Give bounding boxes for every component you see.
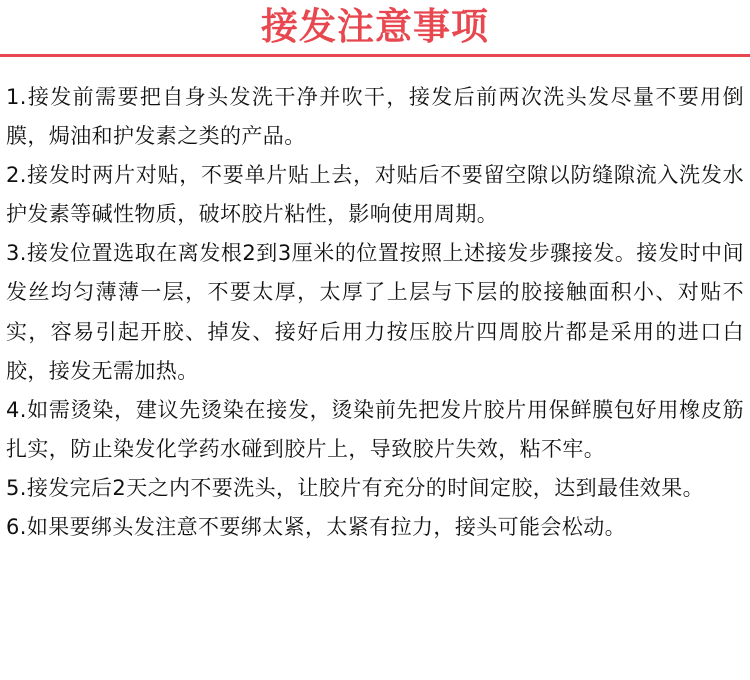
- notice-list: [6, 78, 744, 547]
- notice-item-2: 2.接发时两片对贴，不要单片贴上去，对贴后不要留空隙以防缝隙流入洗发水护发素等碱性物质，破坏胶片粘性，影响使用周期。: [6, 163, 744, 227]
- notice-item-6: 6.如果要绑头发注意不要绑太紧，太紧有拉力，接头可能会松动。: [6, 515, 627, 540]
- page-title: 接发注意事项: [261, 5, 489, 48]
- notice-item-5: 5.接发完后2天之内不要洗头，让胶片有充分的时间定胶，达到最佳效果。: [6, 475, 704, 500]
- notice-item-3: 3.接发位置选取在离发根2到3厘米的位置按照上述接发步骤接发。接发时中间发丝均匀薄薄一层，不要太厚，太厚了上层与下层的胶接触面积小、对贴不实，容易引起开胶、掉发、接好后用力按压胶片四周胶片都是采用的进口白胶，接发无需加热。: [6, 241, 744, 383]
- title-divider: [0, 54, 750, 57]
- notice-item-1: 1.接发前需要把自身头发洗干净并吹干，接发后前两次洗头发尽量不要用倒膜，焗油和护发素之类的产品。: [6, 85, 744, 149]
- notice-item-4: 4.如需烫染，建议先烫染在接发，烫染前先把发片胶片用保鲜膜包好用橡皮筋扎实，防止染发化学药水碰到胶片上，导致胶片失效，粘不牢。: [6, 397, 744, 461]
